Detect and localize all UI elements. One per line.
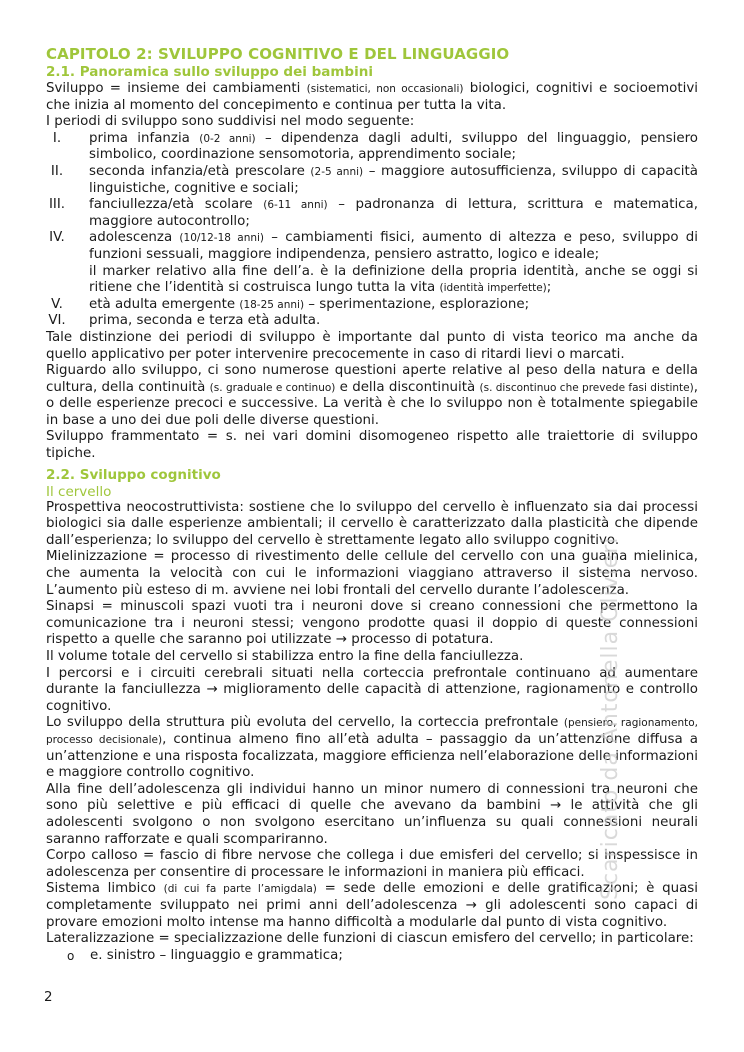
bullet-list — [46, 948, 698, 965]
paragraph: Lo sviluppo della struttura più evoluta del cervello, la corteccia prefrontale (pensiero, ragionamento, processo decisionale), continua almeno fino all’età adulta – passaggio da un’attenzione diffusa a un’attenzione e una risposta focalizzata, maggiore efficienza nell’elaborazione delle informazioni e maggiore controllo cognitivo. — [46, 715, 699, 781]
paragraph: Alla fine dell’adolescenza gli individui hanno un minor numero di connessioni tra neuroni che sono più selettive e più efficaci di quelle che avevano da bambini → le attività che gli adolescenti svolgono o non svolgono esercitano un’influenza su quali connessioni neurali saranno rafforzate e quali scompariranno. — [46, 781, 698, 847]
periods-list — [46, 131, 698, 330]
list-item: I. prima infanzia (0-2 anni) – dipendenza dagli adulti, sviluppo del linguaggio, pensiero simbolico, coordinazione sensomotoria, apprendimento sociale; — [52, 130, 699, 163]
list-item: III. fanciullezza/età scolare (6-11 anni) – padronanza di lettura, scrittura e matematica, maggiore autocontrollo; — [48, 197, 698, 229]
paragraph: Sinapsi = minuscoli spazi vuoti tra i neuroni dove si creano connessioni che permettono la comunicazione tra i neuroni stessi; vengono prodotte quasi il doppio di queste connessioni rispetto a quelle che saranno poi utilizzate → processo di potatura. — [46, 599, 698, 648]
list-item: IV. adolescenza (10/12-18 anni) – cambiamenti fisici, aumento di altezza e peso, sviluppo di funzioni sessuali, maggiore indipendenza, pensiero astratto, logico e ideale; il marker relativo alla fine dell’a. è la definizione della propria identità, anche se oggi si ritiene che l’identità si costruisca lungo tutta la vita (identità imperfette); — [49, 230, 698, 296]
paragraph: Prospettiva neocostruttivista: sostiene che lo sviluppo del cervello è influenzato sia dai processi biologici sia dalle esperienze ambientali; il cervello è caratterizzato dalla plasticità che dipende dall’esperienza; lo sviluppo del cervello è strettamente legato allo sviluppo cognitivo. — [46, 499, 698, 548]
list-item: VI. prima, seconda e terza età adulta. — [48, 313, 321, 329]
paragraph: Corpo calloso = fascio di fibre nervose che collega i due emisferi del cervello; si inspessisce in adolescenza per consentire di processare le informazioni in maniera più efficaci. — [46, 848, 698, 880]
paragraph: Tale distinzione dei periodi di sviluppo è importante dal punto di vista teorico ma anche da quello applicativo per poter intervenire precocemente in caso di ritardi lievi o marcati. — [46, 329, 698, 362]
paragraph: Mielinizzazione = processo di rivestimento delle cellule del cervello con una guaina mielinica, che aumenta la velocità con cui le informazioni viaggiano attraverso il sistema nervoso. L’aumento più esteso di m. avviene nei lobi frontali del cervello durante l’adolescenza. — [46, 549, 698, 598]
bullet-icon: o — [67, 948, 75, 963]
chapter-title: CAPITOLO 2: SVILUPPO COGNITIVO E DEL LINGUAGGIO — [46, 45, 510, 63]
section-2-2-title: 2.2. Sviluppo cognitivo — [46, 466, 221, 483]
page-number: 2 — [44, 990, 53, 1005]
watermark: Scaricato da Antonella Olivieri — [598, 536, 623, 900]
section-2-1-title: 2.1. Panoramica sullo sviluppo dei bambini — [46, 64, 373, 80]
paragraph: I periodi di sviluppo sono suddivisi nel modo seguente: — [46, 114, 415, 130]
paragraph: Sviluppo = insieme dei cambiamenti (sistematici, non occasionali) biologici, cognitivi e socioemotivi che inizia al momento del concepimento e continua per tutta la vita. — [46, 81, 698, 113]
paragraph: I percorsi e i circuiti cerebrali situati nella corteccia prefrontale continuano ad aumentare durante la fanciullezza → miglioramento delle capacità di attenzione, ragionamento e controllo cognitivo. — [46, 665, 698, 714]
paragraph: Sviluppo frammentato = s. nei vari domini disomogeneo rispetto alle traiettorie di sviluppo tipiche. — [46, 429, 698, 462]
paragraph: Il volume totale del cervello si stabilizza entro la fine della fanciullezza. — [46, 649, 524, 664]
list-item: II. seconda infanzia/età prescolare (2-5 anni) – maggiore autosufficienza, sviluppo di capacità linguistiche, cognitive e sociali; — [50, 163, 698, 196]
paragraph: Riguardo allo sviluppo, ci sono numerose questioni aperte relative al peso della natura e della cultura, della continuità (s. graduale e continuo) e della discontinuità (s. discontinuo che prevede fasi distinte), o delle esperienze precoci e successive. La verità è che lo sviluppo non è totalmente spiegabile in base a uno dei due poli delle diverse questioni. — [46, 363, 698, 428]
subsection-title: Il cervello — [46, 483, 112, 500]
paragraph: Sistema limbico (di cui fa parte l’amigdala) = sede delle emozioni e delle gratificazioni; è quasi completamente sviluppato nei primi anni dell’adolescenza → gli adolescenti sono capaci di provare emozioni molto intense ma hanno difficoltà a modularle dal punto di vista cognitivo. — [46, 881, 699, 930]
list-item: o e. sinistro – linguaggio e grammatica; — [67, 947, 343, 963]
list-item: V. età adulta emergente (18-25 anni) – sperimentazione, esplorazione; — [51, 296, 530, 312]
paragraph: Lateralizzazione = specializzazione delle funzioni di ciascun emisfero del cervello; in particolare: — [46, 931, 694, 947]
